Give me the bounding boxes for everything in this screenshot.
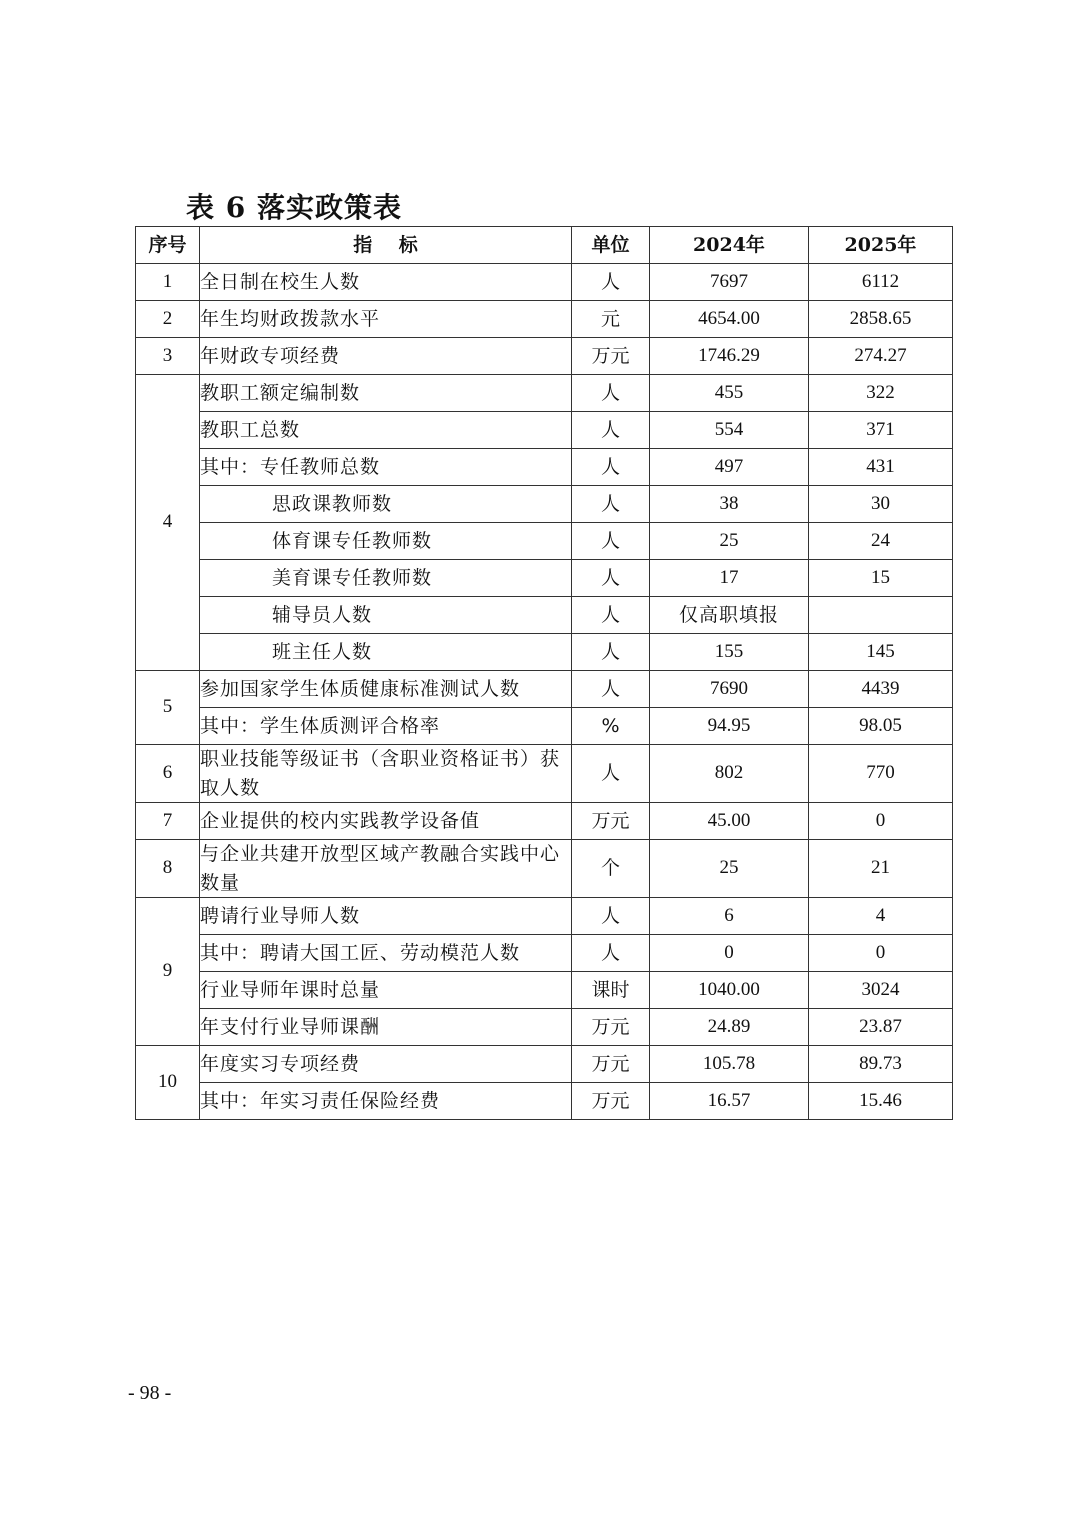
table-row xyxy=(136,560,953,597)
row-unit: 人 xyxy=(572,634,650,671)
row-value-2025: 371 xyxy=(809,412,953,449)
row-value-2025: 23.87 xyxy=(809,1009,953,1046)
table-row xyxy=(136,449,953,486)
row-unit: 人 xyxy=(572,745,650,803)
row-value-2024: 94.95 xyxy=(650,708,809,745)
row-indicator: 职业技能等级证书（含职业资格证书）获 取人数 xyxy=(200,745,572,803)
row-value-2024: 554 xyxy=(650,412,809,449)
row-indicator: 美育课专任教师数 xyxy=(200,560,572,597)
table-body xyxy=(136,264,953,1120)
row-value-2025: 30 xyxy=(809,486,953,523)
table-row xyxy=(136,338,953,375)
row-unit: 万元 xyxy=(572,1083,650,1120)
row-indicator: 聘请行业导师人数 xyxy=(200,898,572,935)
policy-table xyxy=(135,226,953,1120)
table-row xyxy=(136,597,953,634)
row-unit: 人 xyxy=(572,898,650,935)
table-row xyxy=(136,301,953,338)
row-seq: 7 xyxy=(136,803,200,840)
row-value-2024: 455 xyxy=(650,375,809,412)
table-row xyxy=(136,745,953,803)
header-unit: 单位 xyxy=(572,227,650,264)
row-value-2024: 0 xyxy=(650,935,809,972)
page-number: - 98 - xyxy=(128,1382,172,1404)
row-unit: 人 xyxy=(572,449,650,486)
row-unit: 人 xyxy=(572,935,650,972)
row-unit: 人 xyxy=(572,412,650,449)
row-indicator: 体育课专任教师数 xyxy=(200,523,572,560)
row-value-2024: 1746.29 xyxy=(650,338,809,375)
row-indicator: 企业提供的校内实践教学设备值 xyxy=(200,803,572,840)
row-indicator: 其中：年实习责任保险经费 xyxy=(200,1083,572,1120)
row-value-2024: 7697 xyxy=(650,264,809,301)
row-seq: 8 xyxy=(136,840,200,898)
table-row xyxy=(136,803,953,840)
row-value-2025: 0 xyxy=(809,803,953,840)
row-indicator: 全日制在校生人数 xyxy=(200,264,572,301)
row-indicator: 参加国家学生体质健康标准测试人数 xyxy=(200,671,572,708)
row-value-2024: 17 xyxy=(650,560,809,597)
table-row xyxy=(136,935,953,972)
row-unit: 万元 xyxy=(572,803,650,840)
table-row xyxy=(136,1009,953,1046)
row-value-2025 xyxy=(809,597,953,634)
row-indicator: 与企业共建开放型区域产教融合实践中心 数量 xyxy=(200,840,572,898)
row-indicator: 其中：学生体质测评合格率 xyxy=(200,708,572,745)
row-indicator: 思政课教师数 xyxy=(200,486,572,523)
row-value-2025: 4439 xyxy=(809,671,953,708)
row-value-2024: 1040.00 xyxy=(650,972,809,1009)
row-indicator: 教职工总数 xyxy=(200,412,572,449)
row-seq: 1 xyxy=(136,264,200,301)
row-indicator: 其中：专任教师总数 xyxy=(200,449,572,486)
row-value-2025: 274.27 xyxy=(809,338,953,375)
row-value-2024: 25 xyxy=(650,840,809,898)
row-unit: 万元 xyxy=(572,338,650,375)
row-value-2024: 155 xyxy=(650,634,809,671)
row-value-2025: 3024 xyxy=(809,972,953,1009)
header-indicator: 指 标 xyxy=(200,227,572,264)
row-value-2025: 2858.65 xyxy=(809,301,953,338)
row-value-2025: 770 xyxy=(809,745,953,803)
row-seq: 5 xyxy=(136,671,200,745)
row-value-2024: 7690 xyxy=(650,671,809,708)
table-row xyxy=(136,523,953,560)
row-seq: 3 xyxy=(136,338,200,375)
table-row xyxy=(136,671,953,708)
row-value-2025: 431 xyxy=(809,449,953,486)
row-seq: 10 xyxy=(136,1046,200,1120)
row-value-2024: 24.89 xyxy=(650,1009,809,1046)
row-value-2024: 4654.00 xyxy=(650,301,809,338)
table-row xyxy=(136,840,953,898)
row-value-2025: 98.05 xyxy=(809,708,953,745)
row-indicator: 辅导员人数 xyxy=(200,597,572,634)
table-row xyxy=(136,972,953,1009)
table-row xyxy=(136,264,953,301)
row-unit: 课时 xyxy=(572,972,650,1009)
row-value-2024: 25 xyxy=(650,523,809,560)
row-indicator: 行业导师年课时总量 xyxy=(200,972,572,1009)
row-value-2025: 6112 xyxy=(809,264,953,301)
table-row xyxy=(136,898,953,935)
header-2024: 2024年 xyxy=(650,227,809,264)
row-value-2024: 仅高职填报 xyxy=(650,597,809,634)
row-unit: 个 xyxy=(572,840,650,898)
row-seq: 9 xyxy=(136,898,200,1046)
row-value-2025: 322 xyxy=(809,375,953,412)
table-row xyxy=(136,708,953,745)
table-row xyxy=(136,375,953,412)
table-title: 表 6 落实政策表 xyxy=(186,191,402,224)
header-seq: 序号 xyxy=(136,227,200,264)
row-value-2025: 0 xyxy=(809,935,953,972)
table-row xyxy=(136,634,953,671)
row-value-2024: 45.00 xyxy=(650,803,809,840)
row-indicator: 班主任人数 xyxy=(200,634,572,671)
row-unit: 人 xyxy=(572,486,650,523)
table-row xyxy=(136,412,953,449)
row-unit: 元 xyxy=(572,301,650,338)
row-indicator: 教职工额定编制数 xyxy=(200,375,572,412)
row-value-2025: 15.46 xyxy=(809,1083,953,1120)
row-unit: 人 xyxy=(572,671,650,708)
row-value-2024: 38 xyxy=(650,486,809,523)
row-indicator: 年支付行业导师课酬 xyxy=(200,1009,572,1046)
row-seq: 2 xyxy=(136,301,200,338)
row-unit: % xyxy=(572,708,650,745)
table-row xyxy=(136,1083,953,1120)
header-2025: 2025年 xyxy=(809,227,953,264)
row-value-2024: 802 xyxy=(650,745,809,803)
row-unit: 人 xyxy=(572,560,650,597)
row-unit: 人 xyxy=(572,264,650,301)
row-unit: 万元 xyxy=(572,1009,650,1046)
row-value-2024: 16.57 xyxy=(650,1083,809,1120)
row-value-2025: 15 xyxy=(809,560,953,597)
row-value-2024: 6 xyxy=(650,898,809,935)
row-unit: 人 xyxy=(572,523,650,560)
row-value-2024: 105.78 xyxy=(650,1046,809,1083)
row-indicator: 其中：聘请大国工匠、劳动模范人数 xyxy=(200,935,572,972)
row-seq: 4 xyxy=(136,375,200,671)
row-unit: 万元 xyxy=(572,1046,650,1083)
row-indicator: 年生均财政拨款水平 xyxy=(200,301,572,338)
row-value-2025: 145 xyxy=(809,634,953,671)
header-row xyxy=(136,227,953,264)
row-value-2025: 21 xyxy=(809,840,953,898)
row-unit: 人 xyxy=(572,597,650,634)
row-seq: 6 xyxy=(136,745,200,803)
row-value-2025: 4 xyxy=(809,898,953,935)
row-value-2025: 89.73 xyxy=(809,1046,953,1083)
table-row xyxy=(136,486,953,523)
row-value-2024: 497 xyxy=(650,449,809,486)
row-indicator: 年财政专项经费 xyxy=(200,338,572,375)
table-row xyxy=(136,1046,953,1083)
row-unit: 人 xyxy=(572,375,650,412)
row-value-2025: 24 xyxy=(809,523,953,560)
table-header xyxy=(136,227,953,264)
row-indicator: 年度实习专项经费 xyxy=(200,1046,572,1083)
